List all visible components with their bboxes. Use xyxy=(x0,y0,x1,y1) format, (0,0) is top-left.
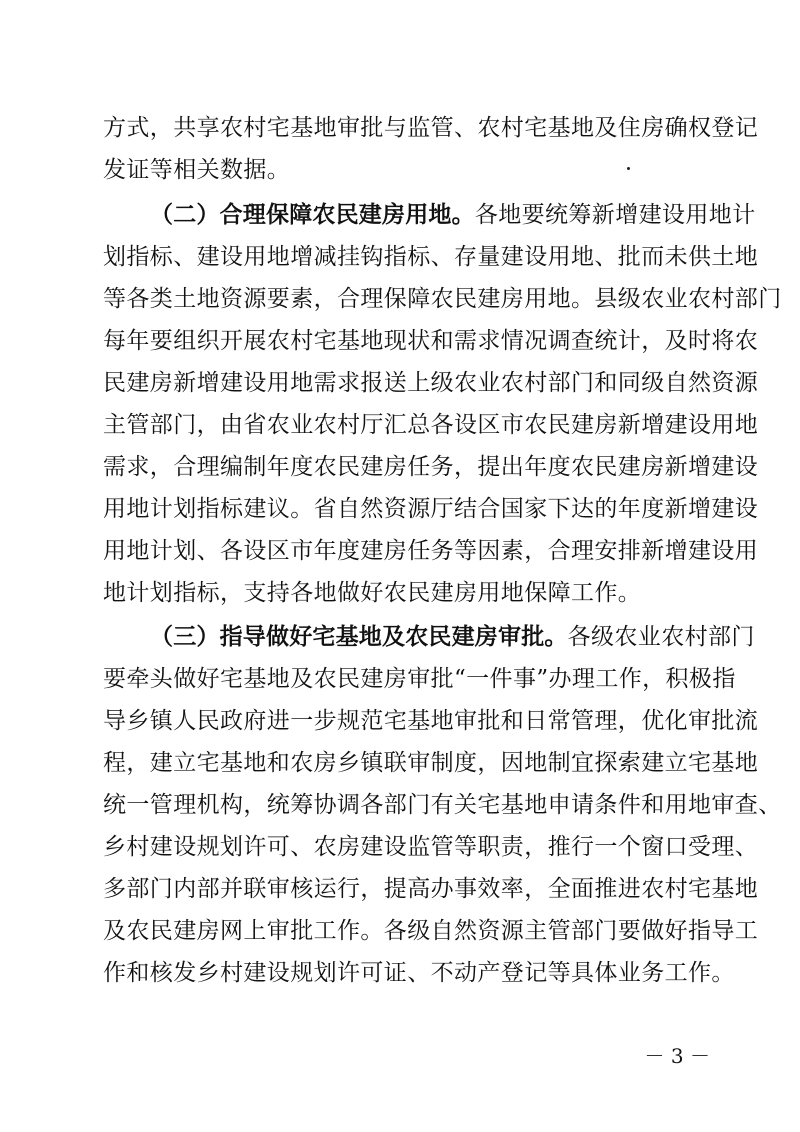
paragraph-2-line-9: 用地计划、各设区市年度建房任务等因素，合理安排新增建设用 xyxy=(103,538,759,564)
paragraph-3-line-5: 统一管理机构，统筹协调各部门有关宅基地申请条件和用地审查、 xyxy=(103,792,782,818)
paragraph-2-line-8: 用地计划指标建议。省自然资源厅结合国家下达的年度新增建设 xyxy=(103,496,759,522)
paragraph-2-line-6: 主管部门，由省农业农村厅汇总各设区市农民建房新增建设用地 xyxy=(103,412,759,438)
page-number: － 3 － xyxy=(644,1044,710,1068)
section-2-heading: （二）合理保障农民建房用地。 xyxy=(150,202,475,228)
paragraph-2-line-1 xyxy=(150,195,756,235)
paragraph-3-line-9: 作和核发乡村建设规划许可证、不动产登记等具体业务工作。 xyxy=(103,960,735,986)
paragraph-2-line-3: 等各类土地资源要素，合理保障农民建房用地。县级农业农村部门 xyxy=(103,286,782,312)
paragraph-2-line-5: 民建房新增建设用地需求报送上级农业农村部门和同级自然资源 xyxy=(103,370,759,396)
paragraph-3-line-8: 及农民建房网上审批工作。各级自然资源主管部门要做好指导工 xyxy=(103,918,759,944)
paragraph-2-line-2: 划指标、建设用地增减挂钩指标、存量建设用地、批而未供土地 xyxy=(103,244,759,270)
paragraph-3-line-4: 程，建立宅基地和农房乡镇联审制度，因地制宜探索建立宅基地 xyxy=(103,750,759,776)
paragraph-3-line-7: 多部门内部并联审核运行，提高办事效率，全面推进农村宅基地 xyxy=(103,876,759,902)
paragraph-3-line-6: 乡村建设规划许可、农房建设监管等职责，推行一个窗口受理、 xyxy=(103,834,759,860)
paragraph-2-line-1-text: 各地要统筹新增建设用地计 xyxy=(474,202,756,228)
paragraph-3-line-2: 要牵头做好宅基地及农民建房审批“一件事”办理工作，积极指 xyxy=(103,666,736,692)
paragraph-3-line-1-text: 各级农业农村部门 xyxy=(567,624,755,650)
scan-speck xyxy=(627,167,630,170)
paragraph-2-line-4: 每年要组织开展农村宅基地现状和需求情况调查统计，及时将农 xyxy=(103,328,759,354)
paragraph-3-line-1 xyxy=(150,617,755,657)
paragraph-1-line-2: 发证等相关数据。 xyxy=(103,157,291,183)
paragraph-2-line-7: 需求，合理编制年度农民建房任务，提出年度农民建房新增建设 xyxy=(103,454,759,480)
paragraph-3-line-3: 导乡镇人民政府进一步规范宅基地审批和日常管理，优化审批流 xyxy=(103,708,759,734)
paragraph-2-line-10: 地计划指标，支持各地做好农民建房用地保障工作。 xyxy=(103,580,642,606)
section-3-heading: （三）指导做好宅基地及农民建房审批。 xyxy=(150,624,568,650)
paragraph-1-line-1: 方式，共享农村宅基地审批与监管、农村宅基地及住房确权登记 xyxy=(103,115,759,141)
